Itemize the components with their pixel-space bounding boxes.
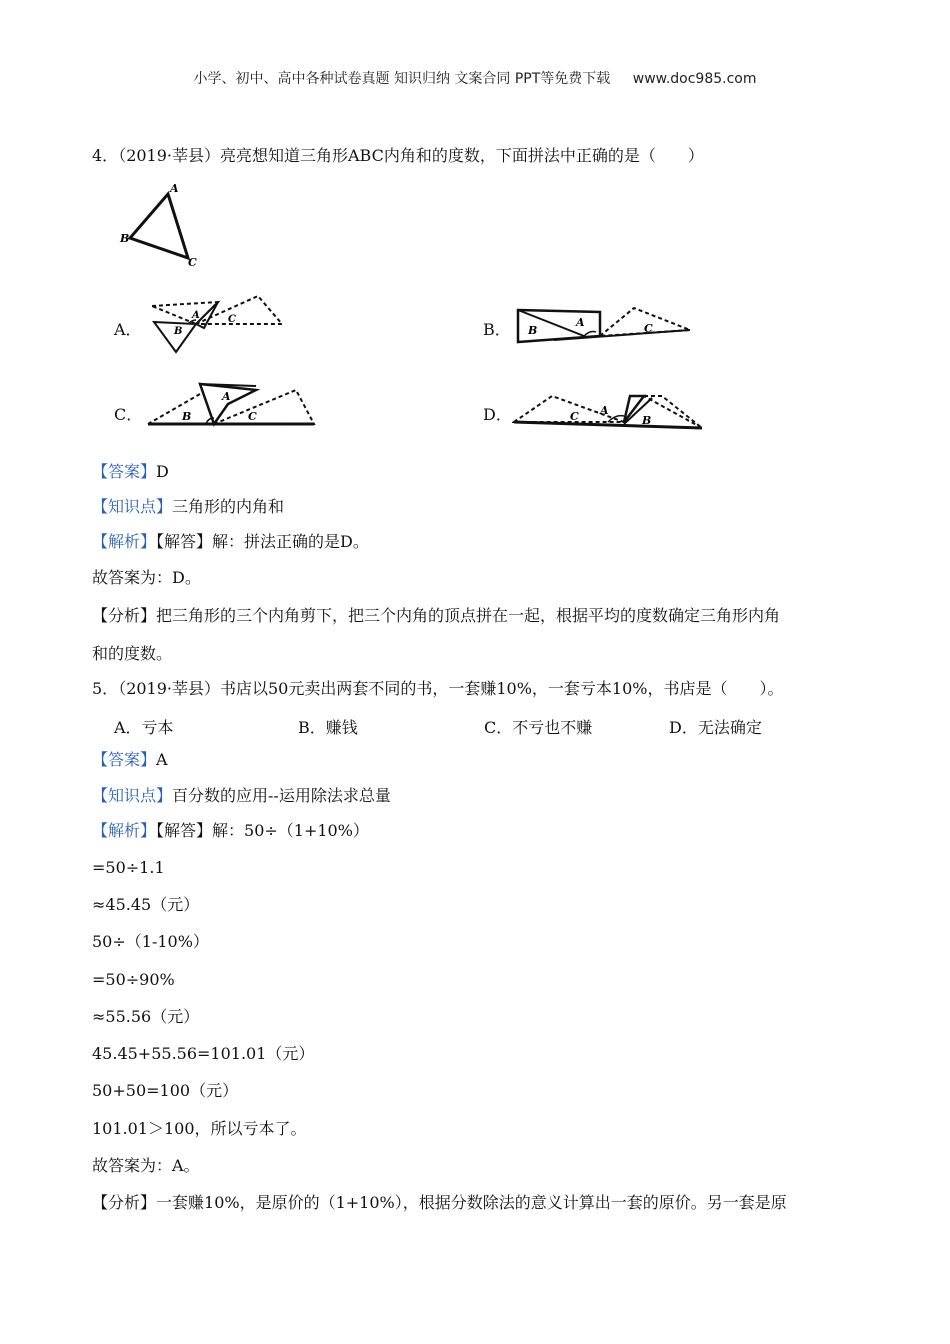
option-a-label-b: B bbox=[174, 326, 183, 337]
q4-number: 4． bbox=[92, 146, 119, 165]
q5-step: =50÷1.1 bbox=[92, 858, 165, 877]
q4-fenxi-line-1 bbox=[92, 606, 780, 626]
option-b-label-a: A bbox=[576, 316, 585, 329]
q5-knowledge bbox=[92, 786, 391, 806]
q5-analysis bbox=[92, 821, 369, 841]
option-c-label-a: A bbox=[222, 390, 231, 403]
option-d-label-a: A bbox=[600, 404, 609, 417]
q5-step: 50+50=100（元） bbox=[92, 1081, 239, 1100]
q5-answer bbox=[92, 750, 168, 770]
triangle-abc-figure bbox=[118, 182, 208, 270]
page-header bbox=[0, 68, 950, 88]
q5-step: 50÷（1-10%） bbox=[92, 932, 209, 951]
q4-analysis bbox=[92, 532, 369, 552]
q5-fenxi-text: 一套赚10%，是原价的（1+10%），根据分数除法的意义计算出一套的原价。另一套是原 bbox=[156, 1193, 787, 1212]
vertex-label-c: C bbox=[188, 256, 197, 269]
q4-answer-value: D bbox=[156, 462, 169, 481]
fenxi-tag: 【分析】 bbox=[92, 606, 157, 625]
q4-option-c-figure[interactable] bbox=[144, 378, 320, 430]
vertex-label-a: A bbox=[170, 182, 179, 195]
option-d-label-c: C bbox=[570, 410, 579, 423]
q4-conclusion: 故答案为：D。 bbox=[92, 568, 201, 587]
option-a-label-c: C bbox=[228, 314, 236, 325]
q4-option-a-figure[interactable] bbox=[148, 290, 288, 358]
option-c-label-c: C bbox=[248, 410, 257, 423]
q4-option-c-label[interactable]: C． bbox=[114, 405, 143, 424]
q5-answer-value: A bbox=[156, 750, 168, 769]
answer-tag: 【答案】 bbox=[92, 462, 157, 481]
q5-step: 101.01＞100，所以亏本了。 bbox=[92, 1119, 307, 1138]
q5-step: =50÷90% bbox=[92, 970, 175, 989]
q5-choice-b[interactable]: B．赚钱 bbox=[298, 718, 358, 737]
q4-option-d-label[interactable]: D． bbox=[483, 405, 512, 424]
q5-stem-text: （2019·莘县）书店以50元卖出两套不同的书，一套赚10%，一套亏本10%，书店是（ ）。 bbox=[118, 679, 784, 698]
q4-answer bbox=[92, 462, 169, 482]
analysis-tag: 【解析】 bbox=[92, 532, 157, 551]
option-a-label-a: A bbox=[192, 310, 200, 321]
knowledge-tag: 【知识点】 bbox=[92, 786, 173, 805]
q5-knowledge-text: 百分数的应用--运用除法求总量 bbox=[172, 786, 391, 805]
q5-fenxi bbox=[92, 1193, 787, 1213]
answer-tag: 【答案】 bbox=[92, 750, 157, 769]
q5-analysis-text: 【解答】解：50÷（1+10%） bbox=[156, 821, 369, 840]
q5-step: ≈55.56（元） bbox=[92, 1007, 200, 1026]
vertex-label-b: B bbox=[120, 232, 130, 245]
header-url[interactable]: www.doc985.com bbox=[632, 71, 757, 87]
fenxi-tag: 【分析】 bbox=[92, 1193, 157, 1212]
header-text: 小学、初中、高中各种试卷真题 知识归纳 文案合同 PPT等免费下载 bbox=[193, 71, 611, 87]
knowledge-tag: 【知识点】 bbox=[92, 497, 173, 516]
option-b-label-c: C bbox=[644, 322, 653, 335]
q4-stem bbox=[92, 146, 704, 166]
q4-option-d-figure[interactable] bbox=[512, 390, 706, 432]
q4-stem-text: （2019·莘县）亮亮想知道三角形ABC内角和的度数，下面拼法中正确的是（ ） bbox=[118, 146, 704, 165]
option-d-label-b: B bbox=[642, 414, 652, 427]
q5-number: 5． bbox=[92, 679, 119, 698]
q4-fenxi-line-2: 和的度数。 bbox=[92, 644, 173, 663]
q5-choice-a[interactable]: A．亏本 bbox=[114, 718, 174, 737]
q4-knowledge-text: 三角形的内角和 bbox=[172, 497, 285, 516]
q4-fenxi-text-1: 把三角形的三个内角剪下，把三个内角的顶点拼在一起，根据平均的度数确定三角形内角 bbox=[156, 606, 781, 625]
q4-option-a-label[interactable]: A． bbox=[114, 320, 142, 339]
q5-choice-c[interactable]: C．不亏也不赚 bbox=[484, 718, 593, 737]
q5-stem bbox=[92, 679, 783, 699]
q5-step: ≈45.45（元） bbox=[92, 895, 200, 914]
q5-step: 45.45+55.56=101.01（元） bbox=[92, 1044, 315, 1063]
option-c-label-b: B bbox=[182, 410, 192, 423]
q4-option-b-figure[interactable] bbox=[514, 302, 698, 350]
q4-analysis-text: 【解答】解：拼法正确的是D。 bbox=[156, 532, 369, 551]
q4-option-b-label[interactable]: B． bbox=[483, 320, 511, 339]
q5-conclusion: 故答案为：A。 bbox=[92, 1156, 200, 1175]
option-b-label-b: B bbox=[528, 324, 538, 337]
q4-knowledge bbox=[92, 497, 284, 517]
analysis-tag: 【解析】 bbox=[92, 821, 157, 840]
q5-choice-d[interactable]: D．无法确定 bbox=[669, 718, 762, 737]
